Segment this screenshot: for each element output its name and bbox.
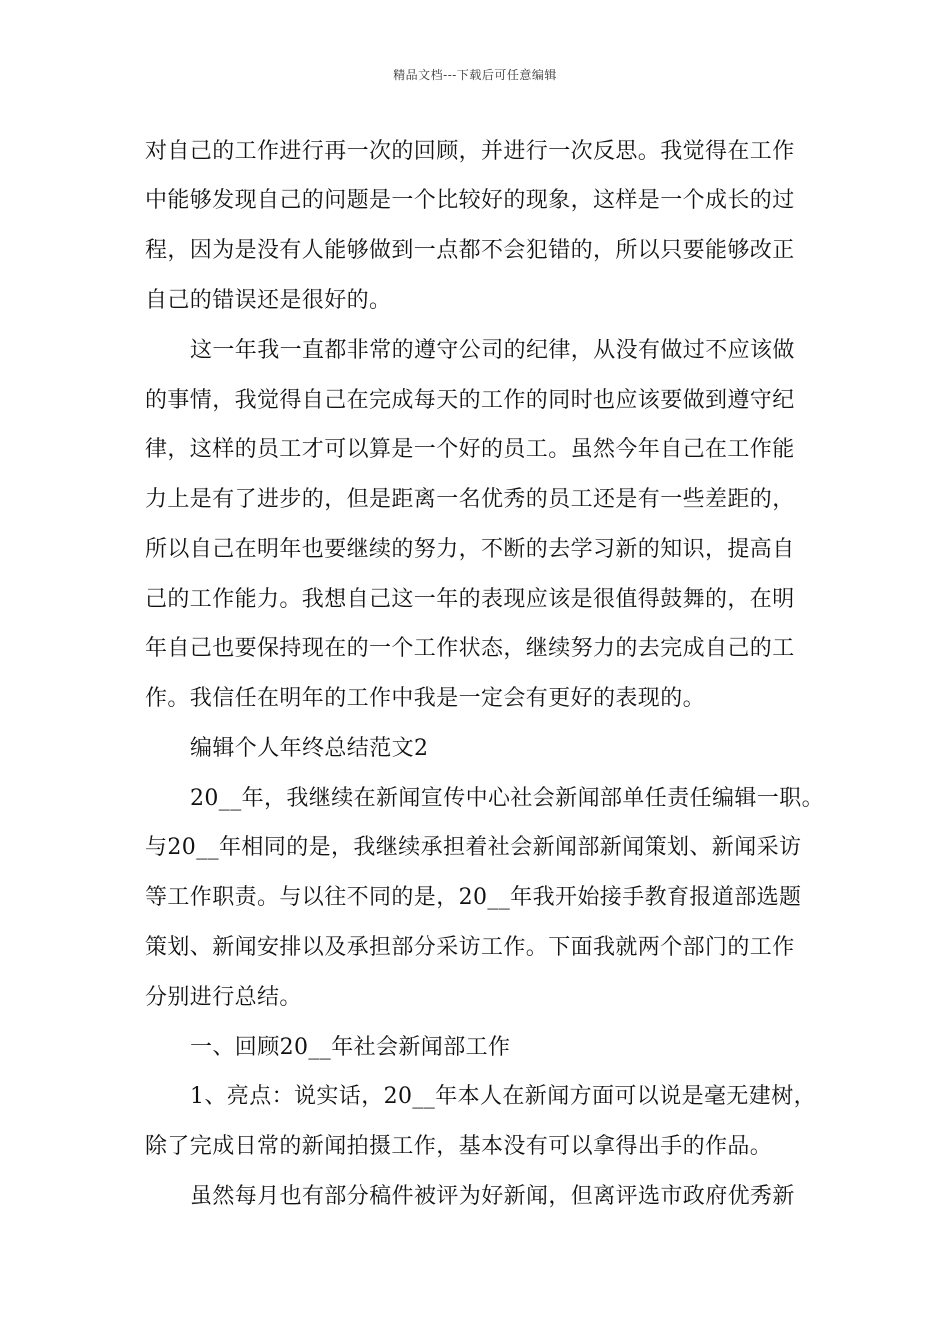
text-line: 这一年我一直都非常的遵守公司的纪律，从没有做过不应该做 bbox=[190, 338, 795, 363]
text-line: 的事情，我觉得自己在完成每天的工作的同时也应该要做到遵守纪 bbox=[145, 388, 795, 413]
section-heading: 一、回顾20__年社会新闻部工作 bbox=[190, 1035, 511, 1060]
text-line: 等工作职责。与以往不同的是，20__年我开始接手教育报道部选题 bbox=[145, 885, 802, 910]
text-line: 除了完成日常的新闻拍摄工作，基本没有可以拿得出手的作品。 bbox=[145, 1134, 773, 1159]
text-line: 与20__年相同的是，我继续承担着社会新闻部新闻策划、新闻采访 bbox=[145, 835, 802, 860]
text-line: 年自己也要保持现在的一个工作状态，继续努力的去完成自己的工 bbox=[145, 636, 795, 661]
text-line: 分别进行总结。 bbox=[145, 985, 302, 1010]
text-line: 程，因为是没有人能够做到一点都不会犯错的，所以只要能够改正 bbox=[145, 238, 795, 263]
text-line: 己的工作能力。我想自己这一年的表现应该是很值得鼓舞的，在明 bbox=[145, 587, 795, 612]
text-line: 策划、新闻安排以及承担部分采访工作。下面我就两个部门的工作 bbox=[145, 935, 795, 960]
page-header: 精品文档---下载后可任意编辑 bbox=[393, 68, 557, 82]
text-line: 律，这样的员工才可以算是一个好的员工。虽然今年自己在工作能 bbox=[145, 437, 795, 462]
text-line: 力上是有了进步的，但是距离一名优秀的员工还是有一些差距的， bbox=[145, 487, 795, 512]
section-title: 编辑个人年终总结范文2 bbox=[190, 736, 429, 761]
text-line: 20__年，我继续在新闻宣传中心社会新闻部单任责任编辑一职。 bbox=[190, 786, 824, 811]
text-line: 对自己的工作进行再一次的回顾，并进行一次反思。我觉得在工作 bbox=[145, 139, 795, 164]
text-line: 所以自己在明年也要继续的努力，不断的去学习新的知识，提高自 bbox=[145, 537, 795, 562]
text-line: 自己的错误还是很好的。 bbox=[145, 288, 392, 313]
text-line: 作。我信任在明年的工作中我是一定会有更好的表现的。 bbox=[145, 686, 706, 711]
text-line: 虽然每月也有部分稿件被评为好新闻，但离评选市政府优秀新 bbox=[190, 1184, 795, 1209]
text-line: 中能够发现自己的问题是一个比较好的现象，这样是一个成长的过 bbox=[145, 188, 795, 213]
text-line: 1、亮点：说实话，20__年本人在新闻方面可以说是毫无建树， bbox=[190, 1084, 816, 1109]
